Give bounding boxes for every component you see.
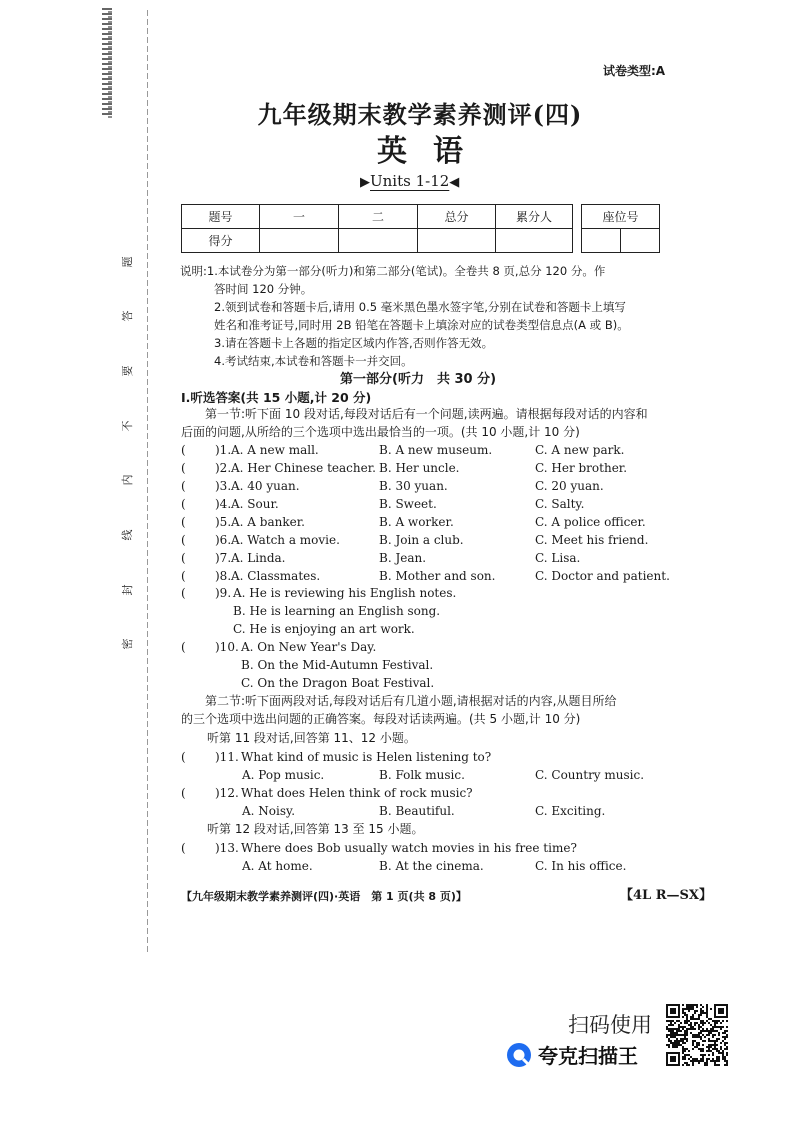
option-c: C. Exciting. (535, 804, 606, 818)
question-10 (181, 638, 681, 656)
instruction-line: 的三个选项中选出问题的正确答案。每段对话读两遍。(共 5 小题,计 10 分) (181, 712, 581, 726)
option-a: A. A new mall. (231, 443, 319, 457)
option-a: A. Linda. (231, 551, 286, 565)
option-b: B. Mother and son. (379, 569, 496, 583)
question-number: )6. (215, 533, 232, 547)
seal-line (147, 10, 148, 955)
question-2 (181, 459, 681, 477)
seat-cell[interactable] (582, 229, 621, 253)
answer-bracket[interactable]: ( (181, 640, 186, 654)
option-a: A. Noisy. (242, 804, 296, 818)
option-c: C. Salty. (535, 497, 585, 511)
score-row-header: 题号 (182, 205, 260, 229)
question-11 (181, 748, 681, 766)
score-cell[interactable] (339, 229, 418, 253)
instruction-line: 第一节:听下面 10 段对话,每段对话后有一个问题,读两遍。请根据每段对话的内容和 (205, 407, 648, 421)
seal-char: 内 (121, 474, 134, 486)
option-a: A. Her Chinese teacher. (231, 461, 376, 475)
instruction-line: 第二节:听下面两段对话,每段对话后有几道小题,请根据对话的内容,从题目所给 (205, 694, 617, 708)
option-c: C. A new park. (535, 443, 625, 457)
question-number: )13. (215, 841, 239, 855)
score-col-header: 累分人 (496, 205, 573, 229)
binding-edge-shadow (108, 8, 112, 118)
answer-bracket[interactable]: ( (181, 786, 186, 800)
question-7 (181, 549, 681, 567)
option-a: A. 40 yuan. (231, 479, 300, 493)
option-a: A. At home. (242, 859, 313, 873)
question-number: )12. (215, 786, 239, 800)
question-number: )11. (215, 750, 239, 764)
option-c: C. Country music. (535, 768, 645, 782)
answer-bracket[interactable]: ( (181, 533, 186, 547)
instruction-line: 3.请在答题卡上各题的指定区域内作答,否则作答无效。 (214, 336, 494, 350)
question-number: )5. (215, 515, 232, 529)
option-c: C. In his office. (535, 859, 627, 873)
option-b: B. Join a club. (379, 533, 464, 547)
question-stem: Where does Bob usually watch movies in his free time? (241, 841, 577, 855)
option-b: B. Beautiful. (379, 804, 455, 818)
option-b: B. At the cinema. (379, 859, 484, 873)
instruction-line: 姓名和准考证号,同时用 2B 铅笔在答题卡上填涂对应的试卷类型信息点(A 或 B)。 (214, 318, 629, 332)
option-c: C. Lisa. (535, 551, 581, 565)
option-c: C. He is enjoying an art work. (233, 622, 415, 636)
option-a: A. He is reviewing his English notes. (233, 586, 457, 600)
option-b: B. A worker. (379, 515, 454, 529)
option-c: C. Her brother. (535, 461, 628, 475)
answer-bracket[interactable]: ( (181, 551, 186, 565)
score-table (181, 204, 573, 253)
option-c: C. On the Dragon Boat Festival. (241, 676, 435, 690)
option-a: A. A banker. (231, 515, 305, 529)
score-col-header: 二 (339, 205, 418, 229)
option-c: C. Meet his friend. (535, 533, 649, 547)
score-cell[interactable] (496, 229, 573, 253)
score-cell[interactable] (418, 229, 496, 253)
triangle-left-icon: ◀ (449, 175, 460, 190)
answer-bracket[interactable]: ( (181, 443, 186, 457)
seat-label: 座位号 (582, 205, 660, 229)
option-a: A. On New Year's Day. (241, 640, 377, 654)
question-4 (181, 495, 681, 513)
question-number: )7. (215, 551, 232, 565)
seat-table (581, 204, 660, 253)
paper-type: 试卷类型:A (603, 64, 666, 78)
paper-code: 【4L R—SX】 (620, 888, 712, 903)
subject-title: 英语 (377, 134, 489, 169)
question-1 (181, 441, 681, 459)
score-col-header: 总分 (418, 205, 496, 229)
question-stem: What does Helen think of rock music? (241, 786, 473, 800)
option-a: A. Sour. (231, 497, 279, 511)
question-number: )2. (215, 461, 232, 475)
brand-watermark (506, 1040, 638, 1069)
option-c: C. 20 yuan. (535, 479, 604, 493)
section-instruction (181, 692, 681, 728)
option-a: A. Pop music. (242, 768, 325, 782)
score-cell[interactable] (260, 229, 339, 253)
option-b: B. Her uncle. (379, 461, 460, 475)
instruction-line: 后面的问题,从所给的三个选项中选出最恰当的一项。(共 10 小题,计 10 分) (181, 425, 580, 439)
question-number: )9. (215, 586, 232, 600)
question-6 (181, 531, 681, 549)
option-b: B. A new museum. (379, 443, 493, 457)
answer-bracket[interactable]: ( (181, 461, 186, 475)
option-b: B. Folk music. (379, 768, 465, 782)
units-range (360, 172, 459, 190)
section-title: Ⅰ.听选答案(共 15 小题,计 20 分) (181, 390, 372, 405)
section-instruction (181, 405, 681, 441)
answer-bracket[interactable]: ( (181, 586, 186, 600)
listen-prompt: 听第 11 段对话,回答第 11、12 小题。 (207, 731, 416, 745)
instruction-line: 2.领到试卷和答题卡后,请用 0.5 毫米黑色墨水签字笔,分别在试卷和答题卡上填写 (214, 300, 626, 314)
answer-bracket[interactable]: ( (181, 479, 186, 493)
brand-logo-icon (506, 1042, 532, 1068)
option-a: A. Classmates. (231, 569, 321, 583)
score-col-header: 一 (260, 205, 339, 229)
question-number: )10. (215, 640, 239, 654)
brand-name: 夸克扫描王 (538, 1044, 638, 1068)
answer-bracket[interactable]: ( (181, 569, 186, 583)
option-b: B. 30 yuan. (379, 479, 448, 493)
instruction-line: 说明:1.本试卷分为第一部分(听力)和第二部分(笔试)。全卷共 8 页,总分 120 分。作 (180, 264, 606, 278)
question-13 (181, 839, 681, 857)
seal-char: 密 (121, 638, 134, 650)
units-label: Units 1-12 (370, 172, 450, 190)
option-b: B. Sweet. (379, 497, 437, 511)
seal-char: 题 (121, 256, 134, 268)
seat-cell[interactable] (621, 229, 660, 253)
question-9 (181, 584, 681, 602)
answer-bracket[interactable]: ( (181, 841, 186, 855)
question-number: )8. (215, 569, 232, 583)
seal-char: 答 (121, 310, 134, 322)
question-8 (181, 567, 681, 585)
option-b: B. Jean. (379, 551, 427, 565)
scan-prompt: 扫码使用 (568, 1013, 652, 1037)
instruction-line: 4.考试结束,本试卷和答题卡一并交回。 (214, 354, 413, 368)
seal-char: 不 (121, 420, 134, 432)
question-stem: What kind of music is Helen listening to? (241, 750, 492, 764)
question-12 (181, 784, 681, 802)
answer-bracket[interactable]: ( (181, 497, 186, 511)
option-c: C. A police officer. (535, 515, 646, 529)
option-c: C. Doctor and patient. (535, 569, 670, 583)
exam-title: 九年级期末教学素养测评(四) (257, 100, 583, 129)
question-5 (181, 513, 681, 531)
option-b: B. On the Mid-Autumn Festival. (241, 658, 434, 672)
instructions (180, 262, 680, 370)
qr-code-icon[interactable] (666, 1004, 728, 1066)
instruction-line: 答时间 120 分钟。 (214, 282, 313, 296)
question-number: )4. (215, 497, 232, 511)
option-b: B. He is learning an English song. (233, 604, 441, 618)
seal-char: 封 (121, 584, 134, 596)
part-title: 第一部分(听力 共 30 分) (340, 372, 497, 387)
triangle-right-icon: ▶ (360, 175, 370, 190)
seal-char: 要 (121, 365, 134, 377)
answer-bracket[interactable]: ( (181, 750, 186, 764)
listen-prompt: 听第 12 段对话,回答第 13 至 15 小题。 (207, 822, 424, 836)
page-footer: 【九年级期末教学素养测评(四)·英语 第 1 页(共 8 页)】 (181, 890, 467, 903)
option-a: A. Watch a movie. (231, 533, 340, 547)
seal-char: 线 (121, 529, 134, 541)
question-number: )1. (215, 443, 232, 457)
score-row-header: 得分 (182, 229, 260, 253)
answer-bracket[interactable]: ( (181, 515, 186, 529)
question-3 (181, 477, 681, 495)
question-number: )3. (215, 479, 232, 493)
